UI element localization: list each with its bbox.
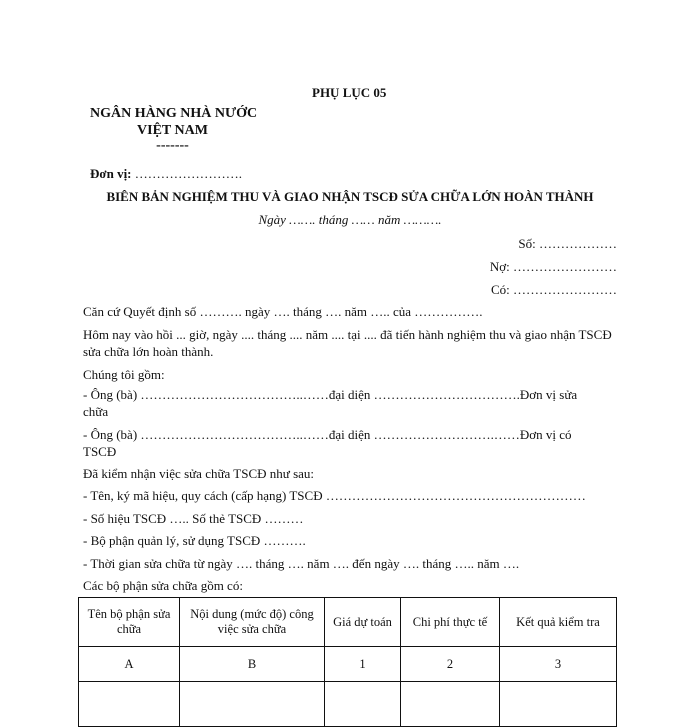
participants-heading: Chúng tôi gồm:: [83, 367, 165, 382]
header-inspection-result: Kết quả kiểm tra: [500, 598, 617, 647]
appendix-label: PHỤ LỤC 05: [312, 85, 387, 100]
asset-number-line: - Số hiệu TSCĐ ….. Số thẻ TSCĐ ………: [83, 511, 304, 526]
table-header-row: [79, 598, 617, 647]
header-actual-cost: Chi phí thực tế: [401, 598, 500, 647]
document-title: BIÊN BẢN NGHIỆM THU VÀ GIAO NHẬN TSCĐ SỬA CHỮA LỚN HOÀN THÀNH: [106, 189, 594, 204]
representative-repair-unit: [83, 386, 623, 420]
credit-account: Có: ……………………: [490, 282, 617, 297]
representative-repair-wrap: chữa: [83, 404, 109, 419]
table-cell: [401, 682, 500, 727]
debit-account: Nợ: ……………………: [489, 259, 617, 274]
table-row: [79, 682, 617, 727]
representative-repair-line: - Ông (bà) ………………………………..……đại diện …………………………….Đơn vị sửa: [83, 387, 578, 402]
organization-name-line2: VIỆT NAM: [137, 123, 208, 138]
table-cell: [79, 682, 180, 727]
unit-line: [90, 166, 242, 182]
code-cell: 2: [401, 647, 500, 682]
table-cell: [180, 682, 325, 727]
unit-label: Đơn vị:: [90, 166, 132, 181]
unit-value: …………………….: [131, 166, 243, 181]
organization-block: [90, 105, 258, 153]
asset-name-line: - Tên, ký mã hiệu, quy cách (cấp hạng) TSCĐ ……………………………………………………: [83, 488, 586, 503]
basis-paragraph: Căn cứ Quyết định số ………. ngày …. tháng …. năm ….. của …………….: [83, 304, 483, 319]
table-cell: [325, 682, 401, 727]
header-work-content: Nội dung (mức độ) công việc sửa chữa: [180, 598, 325, 647]
managing-department-line: - Bộ phận quản lý, sử dụng TSCĐ ……….: [83, 533, 306, 548]
header-part-name: Tên bộ phận sửa chữa: [79, 598, 180, 647]
today-paragraph: Hôm nay vào hồi ... giờ, ngày .... tháng .... năm .... tại .... đã tiến hành nghiệm thu và giao nhận TSCĐ sửa chữa lớn hoàn thành.: [83, 327, 612, 359]
organization-name-line1: NGÂN HÀNG NHÀ NƯỚC: [90, 106, 258, 121]
date-line: Ngày ……. tháng …… năm ……….: [258, 212, 442, 227]
repair-period-line: - Thời gian sửa chữa từ ngày …. tháng …. năm …. đến ngày …. tháng ….. năm ….: [83, 556, 520, 571]
repair-parts-table: [78, 597, 617, 727]
representative-asset-unit: [83, 426, 623, 460]
header-estimated-cost: Giá dự toán: [325, 598, 401, 647]
representative-asset-line: - Ông (bà) ………………………………..……đại diện ……………………….……Đơn vị có: [83, 427, 572, 442]
code-cell: B: [180, 647, 325, 682]
representative-asset-wrap: TSCĐ: [83, 444, 117, 459]
organization-divider: -------: [156, 138, 189, 153]
table-code-row: [79, 647, 617, 682]
code-cell: 3: [500, 647, 617, 682]
table-cell: [500, 682, 617, 727]
code-cell: A: [79, 647, 180, 682]
repaired-parts-heading: Các bộ phận sửa chữa gồm có:: [83, 578, 243, 593]
inspection-heading: Đã kiểm nhận việc sửa chữa TSCĐ như sau:: [83, 466, 315, 481]
document-number: Số: ………………: [518, 236, 617, 251]
code-cell: 1: [325, 647, 401, 682]
